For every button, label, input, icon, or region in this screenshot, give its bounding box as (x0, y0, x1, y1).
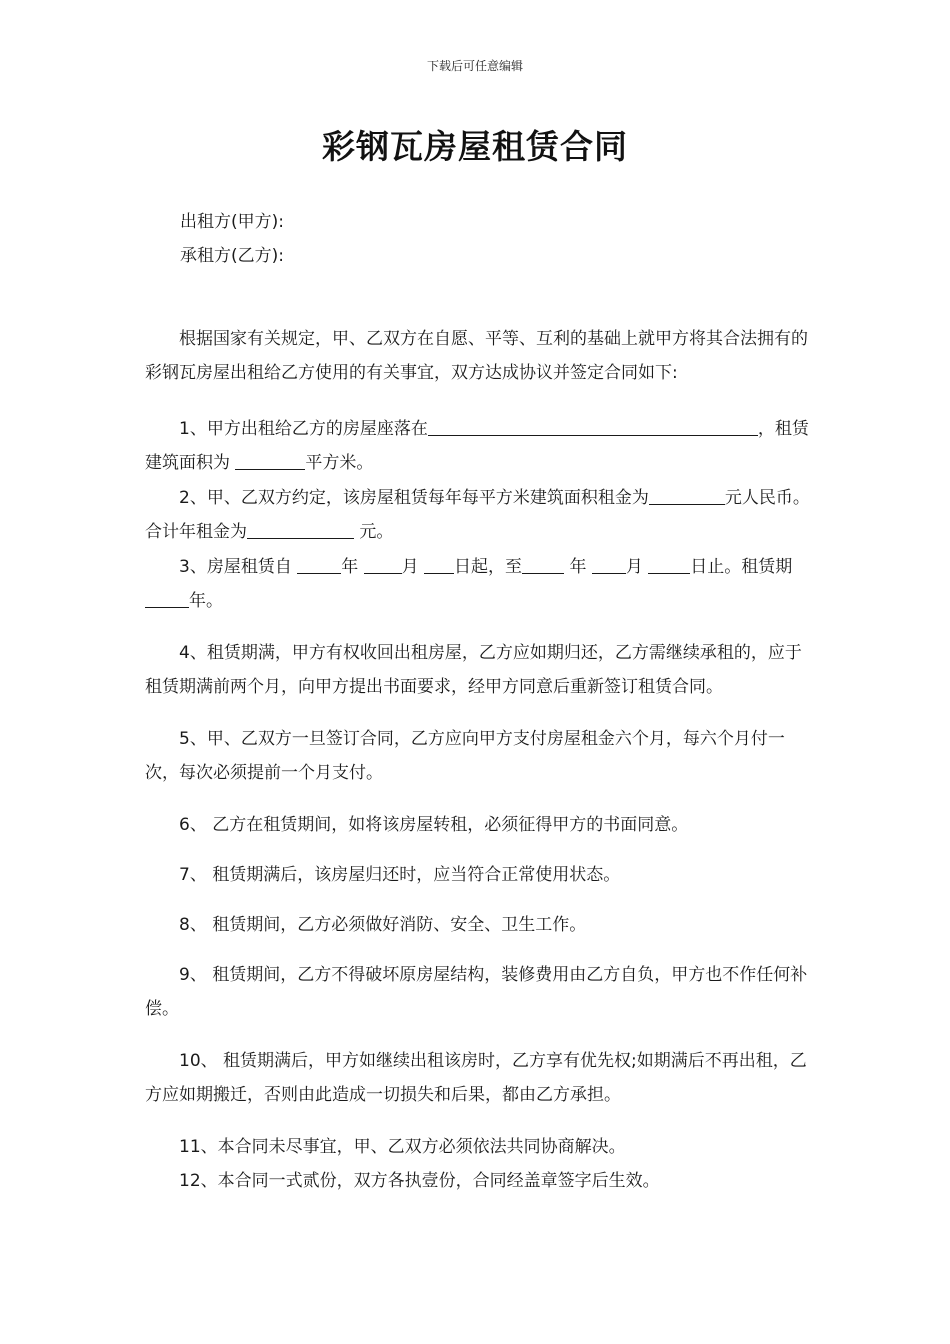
end-day-blank (648, 555, 690, 574)
clause-9: 9、 租赁期间，乙方不得破坏原房屋结构，装修费用由乙方自负，甲方也不作任何补偿。 (145, 965, 808, 1019)
clause-1-text-c: 平方米。 (305, 453, 374, 473)
end-month-blank (592, 555, 626, 574)
clause-2-text-a: 2、甲、乙双方约定，该房屋租赁每年每平方米建筑面积租金为 (179, 488, 649, 508)
clause-2 (145, 481, 810, 549)
clause-3-text-g: 日止。租赁期 (690, 557, 793, 577)
preamble-paragraph: 根据国家有关规定，甲、乙双方在自愿、平等、互利的基础上就甲方将其合法拥有的彩钢瓦房屋出租给乙方使用的有关事宜，双方达成协议并签定合同如下: (145, 329, 808, 383)
clause-3 (145, 550, 810, 618)
header-note: 下载后可任意编辑 (426, 59, 523, 73)
clause-7: 7、 租赁期满后，该房屋归还时，应当符合正常使用状态。 (179, 865, 621, 885)
clause-12: 12、本合同一式贰份，双方各执壹份，合同经盖章签字后生效。 (179, 1171, 660, 1191)
area-blank (235, 451, 305, 470)
location-blank (428, 417, 758, 436)
clause-10: 10、 租赁期满后，甲方如继续出租该房时，乙方享有优先权;如期满后不再出租，乙方应如期搬迁，否则由此造成一切损失和后果，都由乙方承担。 (145, 1051, 807, 1105)
clause-3-text-a: 3、房屋租赁自 (179, 557, 298, 577)
lessor-line: 出租方(甲方): (180, 212, 284, 232)
clause-1-text-b: ，租赁建筑面积为 (145, 419, 809, 473)
lessee-line: 承租方(乙方): (180, 246, 284, 266)
clause-8: 8、 租赁期间，乙方必须做好消防、安全、卫生工作。 (179, 915, 587, 935)
clause-3-text-e: 年 (564, 557, 592, 577)
unit-rent-blank (649, 486, 725, 505)
clause-3-text-d: 日起，至 (454, 557, 523, 577)
clause-5: 5、甲、乙双方一旦签订合同，乙方应向甲方支付房屋租金六个月，每六个月付一次，每次必须提前一个月支付。 (145, 729, 785, 783)
clause-4: 4、租赁期满，甲方有权收回出租房屋，乙方应如期归还，乙方需继续承租的，应于租赁期满前两个月，向甲方提出书面要求，经甲方同意后重新签订租赁合同。 (145, 643, 802, 697)
clause-11: 11、本合同未尽事宜，甲、乙双方必须依法共同协商解决。 (179, 1137, 626, 1157)
clause-1-text-a: 1、甲方出租给乙方的房屋座落在 (179, 419, 428, 439)
clause-3-text-c: 月 (401, 557, 425, 577)
end-year-blank (522, 555, 564, 574)
clause-1 (145, 412, 810, 480)
clause-2-text-b: 元人民币。合计年租金为 (145, 488, 810, 542)
start-day-blank (424, 555, 454, 574)
start-month-blank (364, 555, 402, 574)
start-year-blank (297, 555, 341, 574)
clause-3-text-b: 年 (341, 557, 364, 577)
clause-3-text-h: 年。 (189, 591, 223, 611)
lease-years-blank (145, 589, 189, 608)
annual-rent-blank (247, 520, 354, 539)
contract-title: 彩钢瓦房屋租赁合同 (322, 127, 628, 166)
clause-3-text-f: 月 (625, 557, 649, 577)
clause-6: 6、 乙方在租赁期间，如将该房屋转租，必须征得甲方的书面同意。 (179, 815, 689, 835)
clause-2-text-c: 元。 (354, 522, 394, 542)
